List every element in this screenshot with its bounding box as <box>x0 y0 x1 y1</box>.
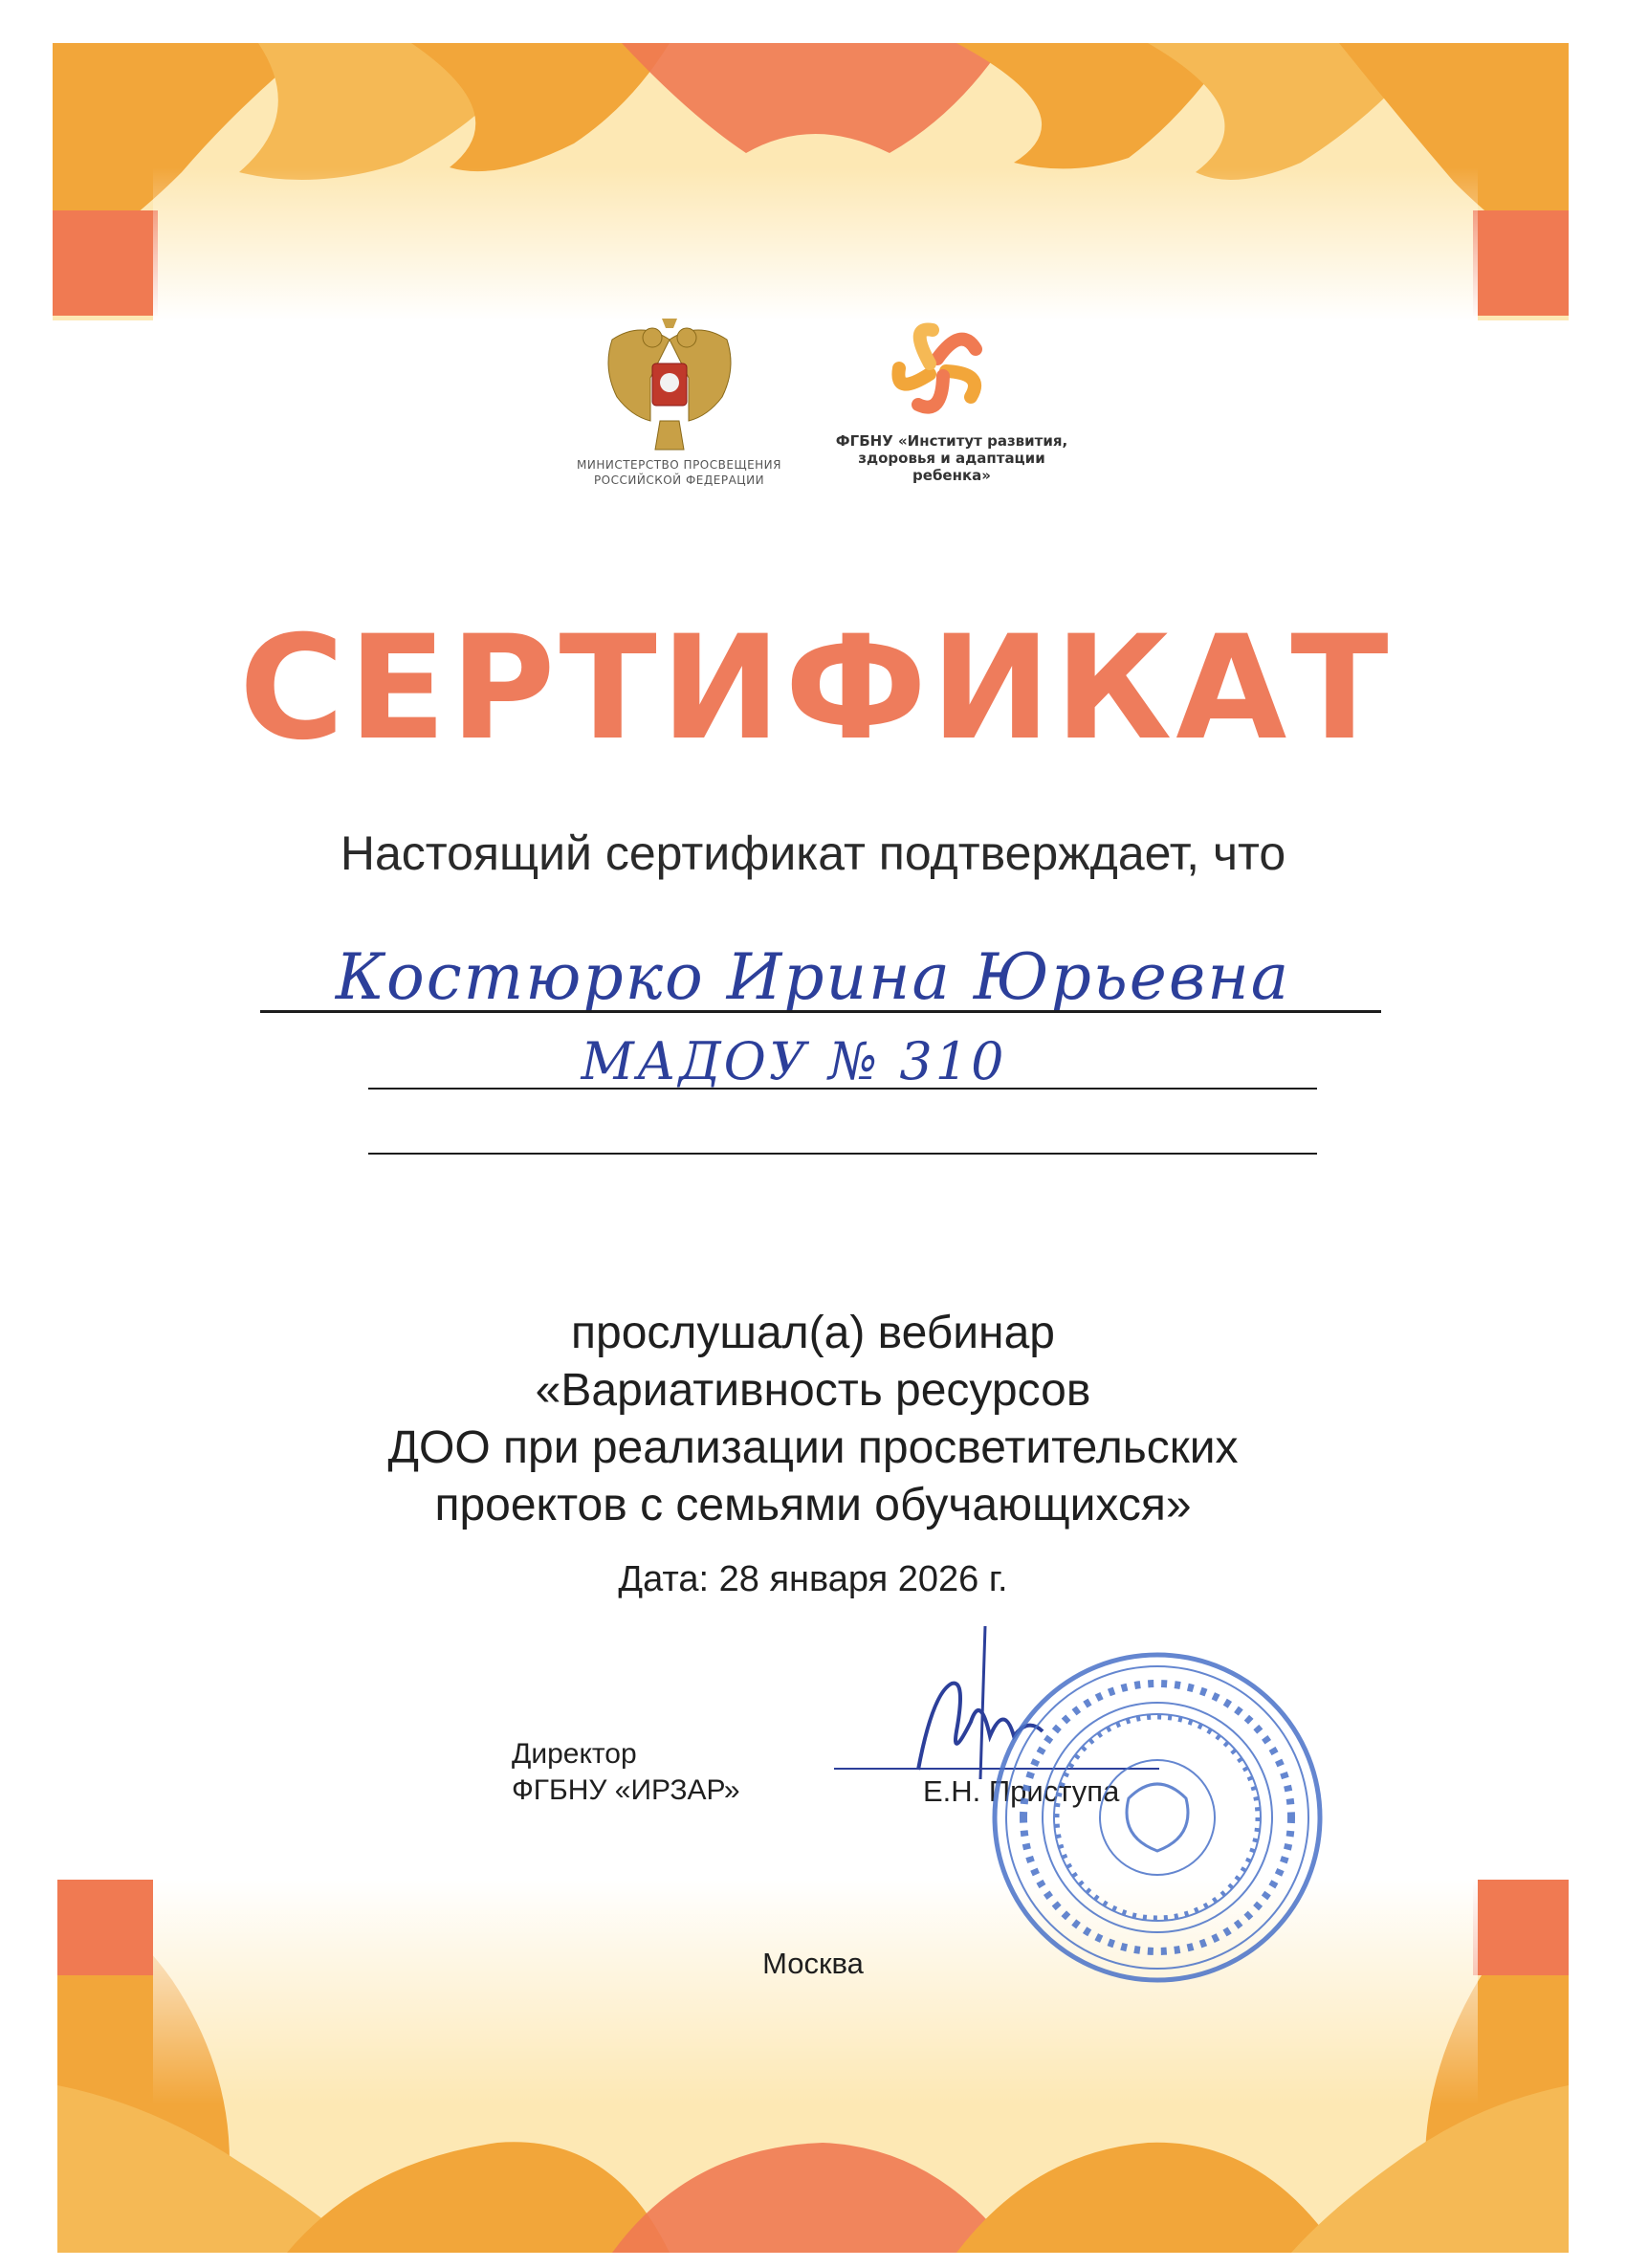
orange-flower-logo <box>875 306 1000 430</box>
institute-caption-line3: ребенка» <box>912 467 991 484</box>
city: Москва <box>762 1947 864 1980</box>
ministry-caption <box>536 457 823 488</box>
institute-caption <box>813 432 1090 484</box>
certificate-date: Дата: 28 января 2026 г. <box>618 1559 1008 1599</box>
certificate-lead: Настоящий сертификат подтверждает, что <box>340 826 1286 880</box>
institute-caption-line2: здоровья и адаптации <box>858 450 1045 467</box>
director-organization: ФГБНУ «ИРЗАР» <box>512 1774 740 1806</box>
ministry-caption-line2: РОССИЙСКОЙ ФЕДЕРАЦИИ <box>593 473 765 487</box>
official-round-stamp <box>985 1645 1329 1990</box>
director-position <box>512 1736 818 1809</box>
webinar-intro: прослушал(а) вебинар <box>571 1308 1055 1358</box>
ministry-caption-line1: МИНИСТЕРСТВО ПРОСВЕЩЕНИЯ <box>576 458 781 472</box>
organization-underline <box>368 1088 1317 1090</box>
name-underline <box>260 1010 1381 1013</box>
webinar-title-line3: проектов с семьями обучающихся» <box>434 1480 1192 1530</box>
bottom-ornament <box>57 1880 1569 2253</box>
webinar-title-line1: «Вариативность ресурсов <box>535 1365 1091 1416</box>
webinar-title-line2: ДОО при реализации просветительских <box>387 1422 1239 1473</box>
top-ornament <box>53 43 1569 320</box>
recipient-name: Костюрко Ирина Юрьевна <box>335 940 1291 1014</box>
signer-name: Е.Н. Приступа <box>923 1774 1120 1808</box>
certificate-title: СЕРТИФИКАТ <box>239 606 1393 772</box>
director-title: Директор <box>512 1738 637 1770</box>
recipient-organization: МАДОУ № 310 <box>581 1031 1007 1091</box>
institute-caption-line1: ФГБНУ «Институт развития, <box>835 432 1068 450</box>
double-headed-eagle-emblem <box>593 311 746 454</box>
blank-underline <box>368 1153 1317 1155</box>
